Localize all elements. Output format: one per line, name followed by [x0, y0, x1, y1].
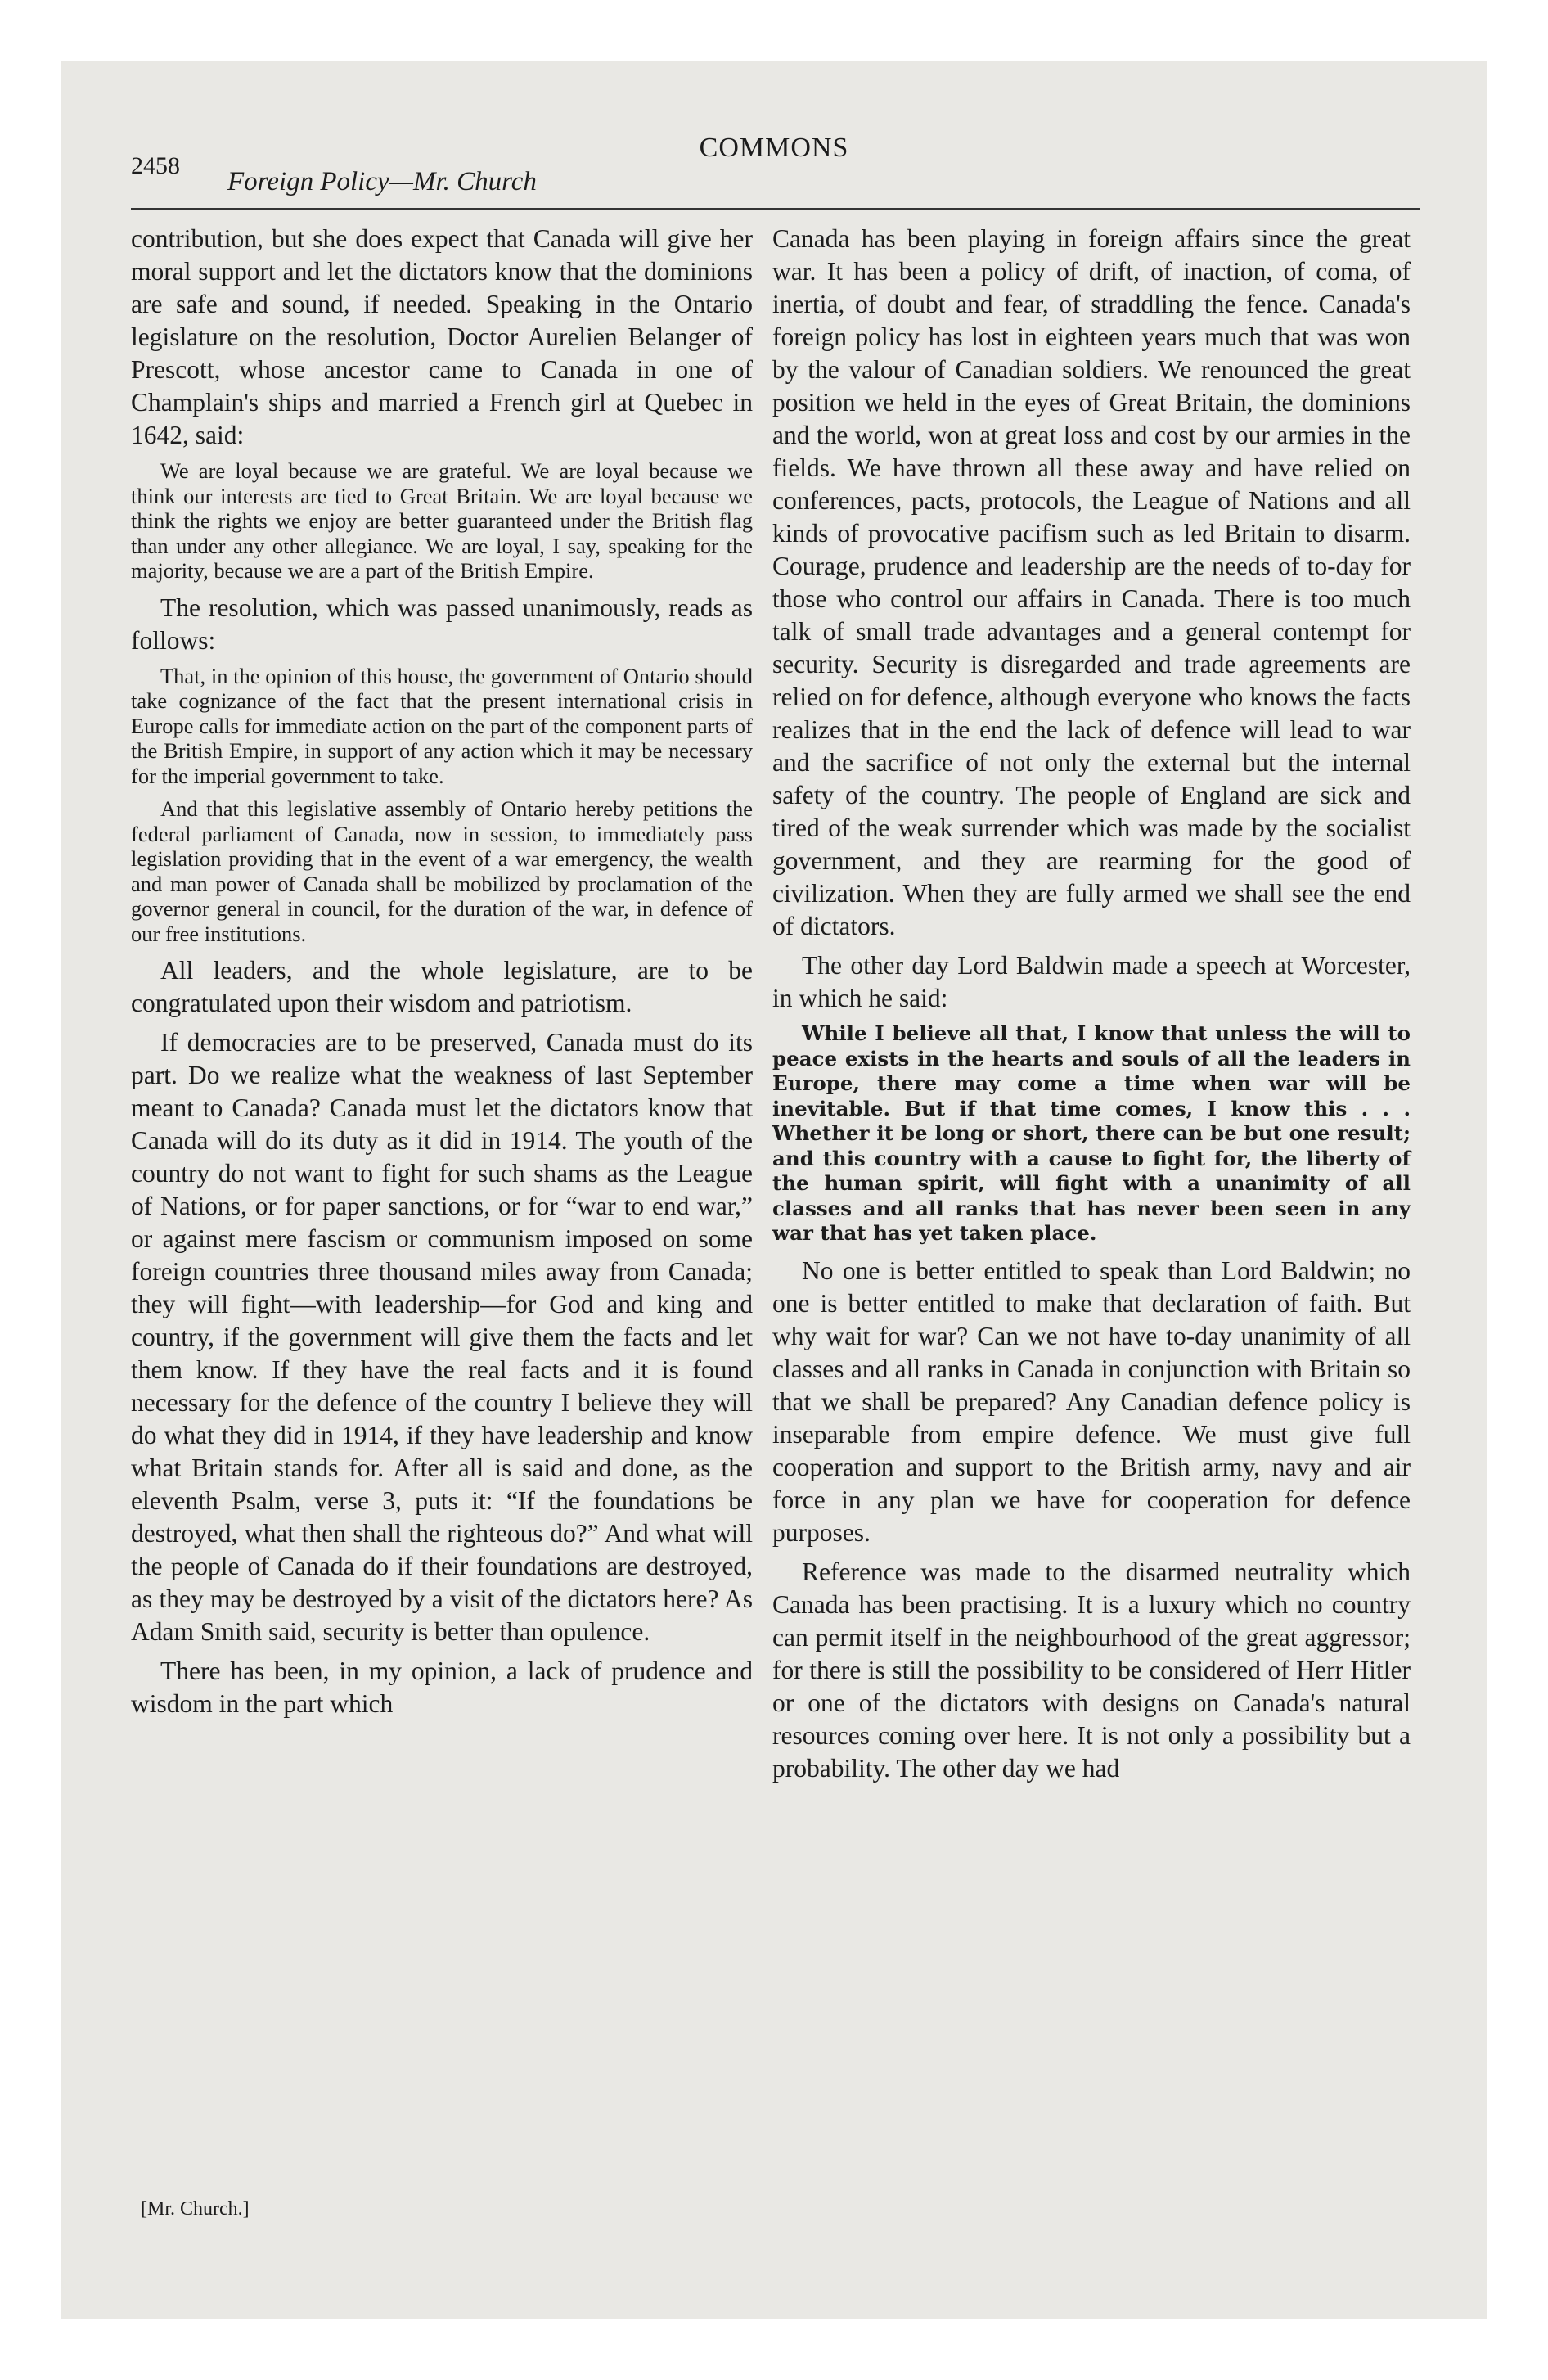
header-rule [131, 208, 1420, 210]
subject-heading: Foreign Policy—Mr. Church [227, 167, 537, 196]
quotation: While I believe all that, I know that unless the will to peace exists in the hearts and souls of all the leaders in Europe, there may come a time when war will be inevitable. But if that time comes, I know this . . . Whether it be long or short, there can be but one result; and this country with a cause to fight for, the liberty of the human spirit, will fight with a unanimity of all classes and all ranks that has never been seen in any war that has yet taken place. [772, 1021, 1411, 1245]
paragraph: contribution, but she does expect that Canada will give her moral support and let the dictators know that the dominions are safe and sound, if needed. Speaking in the Ontario legislature on the resolution, Doctor Aurelien Belanger of Prescott, whose ancestor came to Canada in one of Champlain's ships and married a French girl at Quebec in 1642, said: [131, 224, 753, 449]
paragraph: All leaders, and the whole legislature, are to be congratulated upon their wisdom and patriotism. [131, 956, 753, 1017]
paragraph: Reference was made to the disarmed neutrality which Canada has been practising. It is a luxury which no country can permit itself in the neighbourhood of the great aggressor; for there is still the possibility to be considered of Herr Hitler or one of the dictators with designs on Canada's natural resources coming over here. It is not only a possibility but a probability. The other day we had [772, 1557, 1411, 1783]
quotation: And that this legislative assembly of Ontario hereby petitions the federal parliament of Canada, now in session, to immediately pass legislation providing that in the event of a war emergency, the wealth and man power of Canada shall be mobilized by proclamation of the governor general in council, for the duration of the war, in defence of our free institutions. [131, 796, 753, 946]
speaker-tag: [Mr. Church.] [141, 2198, 250, 2220]
left-column [131, 223, 753, 1727]
running-head: COMMONS [699, 133, 849, 163]
paragraph: The other day Lord Baldwin made a speech at Worcester, in which he said: [772, 951, 1411, 1012]
paragraph: There has been, in my opinion, a lack of prudence and wisdom in the part which [131, 1657, 753, 1718]
quotation: We are loyal because we are grateful. We are loyal because we think our interests are tied to Great Britain. We are loyal because we think the rights we enjoy are better guaranteed under the British flag than under any other allegiance. We are loyal, I say, speaking for the majority, because we are a part of the British Empire. [131, 458, 753, 583]
paragraph: No one is better entitled to speak than Lord Baldwin; no one is better entitled to make that declaration of faith. But why wait for war? Can we not have to-day unanimity of all classes and all ranks in Canada in conjunction with Britain so that we shall be prepared? Any Canadian defence policy is inseparable from empire defence. We must give full cooperation and support to the British army, navy and air force in any plan we have for cooperation for defence purposes. [772, 1255, 1411, 1547]
paragraph: Canada has been playing in foreign affairs since the great war. It has been a policy of drift, of inaction, of coma, of inertia, of doubt and fear, of straddling the fence. Canada's foreign policy has lost in eighteen years much that was won by the valour of Canadian soldiers. We renounced the great position we held in the eyes of Great Britain, the dominions and the world, won at great loss and cost by our armies in the fields. We have thrown all these away and have relied on conferences, pacts, protocols, the League of Nations and all kinds of provocative pacifism such as led Britain to disarm. Courage, prudence and leadership are the needs of to-day for those who control our affairs in Canada. There is too much talk of small trade advantages and a general contempt for security. Security is disregarded and trade agreements are relied on for defence, although everyone who knows the facts realizes that in the end the lack of defence will lead to war and the sacrifice of not only the external but the internal safety of the country. The people of England are sick and tired of the weak surrender which was made by the socialist government, and they are rearming for the good of civilization. When they are fully armed we shall see the end of dictators. [772, 224, 1411, 940]
page-number: 2458 [131, 152, 180, 179]
quotation: That, in the opinion of this house, the government of Ontario should take cognizance of the fact that the present international crisis in Europe calls for immediate action on the part of the component parts of the British Empire, in support of any action which it may be necessary for the imperial government to take. [131, 663, 753, 788]
paragraph: The resolution, which was passed unanimously, reads as follows: [131, 593, 753, 655]
right-column [772, 223, 1411, 1792]
paragraph: If democracies are to be preserved, Canada must do its part. Do we realize what the weakness of last September meant to Canada? Canada must let the dictators know that Canada will do its duty as it did in 1914. The youth of the country do not want to fight for such shams as the League of Nations, or for paper sanctions, or for “war to end war,” or against mere fascism or communism imposed on some foreign countries three thousand miles away from Canada; they will fight—with leadership—for God and king and country, if the government will give them the facts and let them know. If they have the real facts and it is found necessary for the defence of the country I believe they will do what they did in 1914, if they have leadership and know what Britain stands for. After all is said and done, as the eleventh Psalm, verse 3, puts it: “If the foundations be destroyed, what then shall the righteous do?” And what will the people of Canada do if their foundations are destroyed, as they may be destroyed by a visit of the dictators here? As Adam Smith said, security is better than opulence. [131, 1028, 753, 1646]
